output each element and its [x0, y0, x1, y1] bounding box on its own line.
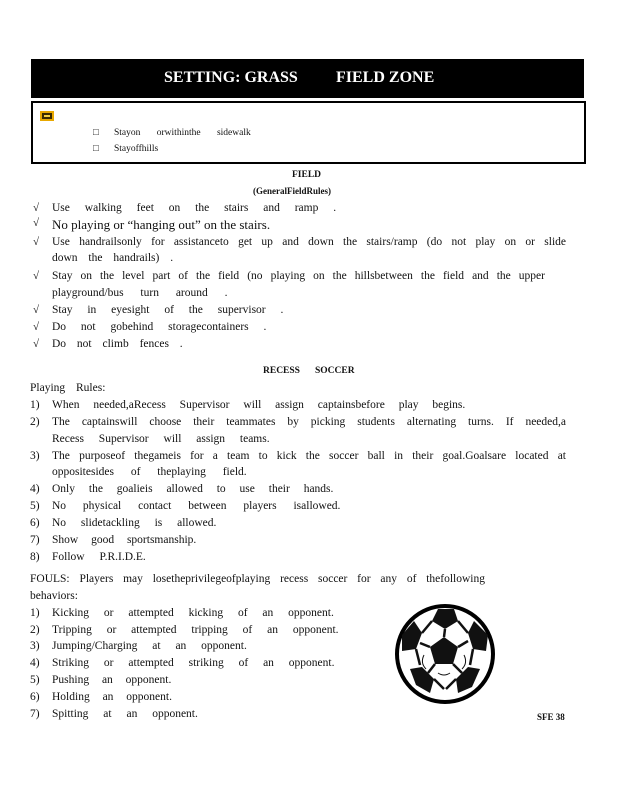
playing-rules-label: Playing Rules: [30, 382, 106, 394]
section-heading-field: FIELD [292, 170, 322, 180]
checkbox-icon: □ [93, 128, 99, 138]
section-heading-recess: RECESS [263, 366, 300, 376]
section-heading-soccer: SOCCER [315, 366, 355, 376]
title-zone: FIELD ZONE [336, 69, 435, 86]
section-subheading: (GeneralFieldRules) [253, 186, 331, 196]
check-icon: √ [33, 270, 40, 282]
title-setting: SETTING: GRASS [164, 69, 298, 86]
page-footer: SFE 38 [537, 712, 565, 722]
fouls-intro-continued: behaviors: [30, 590, 78, 602]
reminder-box: □ Stayon orwithinthe sidewalk □ Stayoffhills [31, 101, 586, 164]
check-icon: √ [33, 304, 40, 316]
check-icon: √ [33, 338, 40, 350]
check-icon: √ [33, 236, 40, 248]
check-icon: √ [33, 321, 40, 333]
warning-sign-icon [40, 111, 54, 124]
title-bar [31, 59, 584, 98]
check-icon: √ [33, 217, 40, 229]
fouls-intro: FOULS: Players may losetheprivilegeofplaying recess soccer for any of thefollowing [30, 573, 485, 585]
check-icon: √ [33, 202, 40, 214]
checkbox-icon: □ [93, 144, 99, 154]
soccer-ball-icon [394, 603, 496, 705]
document-page: SETTING: GRASS FIELD ZONE □ Stayon orwithinthe sidewalk □ Stayoffhills FIELD (GeneralFieldRules) √ Use walking feet on the stairs and ramp . √ No playing or “hanging out” on the stairs. √ Use handrailsonly for assistanceto get up and down the stairs/ramp (do not play on or slide down the handrails) . √ Stay on the level part of the field (no playing on the hillsbetween the field and the upper playground/bus turn around . √ Stay in eyesight of the supervisor . √ Do not gobehind storagecontainers . √ Do not climb fences . RECESS SOCCER Playing Rules: 1) When needed,aRecess Supervisor will assign captainsbefore play begins. 2) The captainswill choose their teammates by picking students alternating turns. If needed,a Recess Supervisor will assign teams. 3) The purposeof thegameis for a team to kick the soccer ball in their goal.Goalsare located at oppositesides of theplaying field. 4) Only the goalieis allowed to use their hands. 5) No physical contact between players isallowed. 6) No slidetackling is allowed. 7) Show good sportsmanship. 8) Follow P.R.I.D.E. FOULS: Players may losetheprivilegeofplaying recess soccer for any of thefollowing behaviors: 1) Kicking or attempted kicking of an opponent. 2) Tripping or attempted tripping of an opponent. 3) Jumping/Charging at an opponent. 4) Striking or attempted striking of an opponent. 5) Pushing an opponent. 6) Holding an opponent. 7) Spitting at an opponent. SFE 38 [0, 0, 618, 800]
